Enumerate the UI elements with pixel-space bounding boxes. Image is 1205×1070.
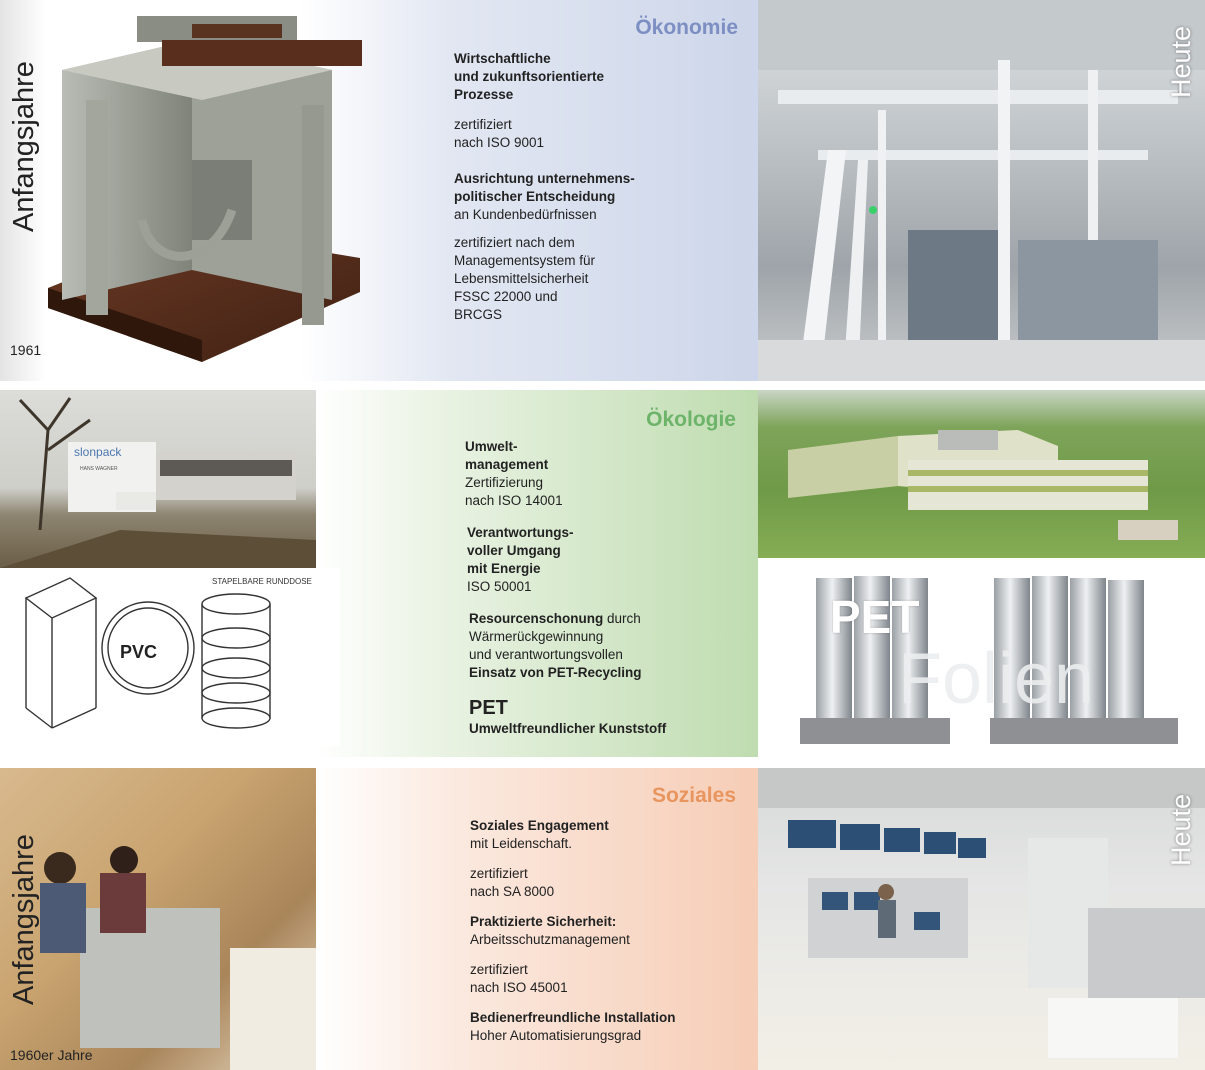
soziales-block-5-heading: Bedienerfreundliche Installation xyxy=(470,1010,676,1025)
oekologie-block-1-text: Zertifizierung nach ISO 14001 xyxy=(465,475,563,508)
oekologie-block-3-heading: Resourcenschonung xyxy=(469,611,604,626)
oekonomie-block-1-heading: Wirtschaftliche und zukunftsorientierte Prozesse xyxy=(454,51,605,102)
oekologie-block-2-text: ISO 50001 xyxy=(467,579,532,594)
modern-factory-photo xyxy=(758,0,1205,381)
oekonomie-block-4-text: zertifiziert nach dem Managementsystem für Lebensmittelsicherheit FSSC 22000 und BRCGS xyxy=(454,235,596,322)
soziales-block-4-text: zertifiziert nach ISO 45001 xyxy=(470,962,568,995)
early-building-photo xyxy=(0,390,316,568)
soziales-block-1-heading: Soziales Engagement xyxy=(470,818,609,833)
soziales-title: Soziales xyxy=(651,784,736,807)
oekologie-block-3-inline-text: durch xyxy=(603,611,641,626)
soziales-year: 1960er Jahre xyxy=(10,1047,93,1063)
soziales-block-1-text: mit Leidenschaft. xyxy=(470,836,573,851)
pvc-sketch-drawing xyxy=(0,568,340,746)
oekonomie-year: 1961 xyxy=(10,342,42,358)
oekonomie-text-block xyxy=(454,50,754,324)
oekonomie-title: Ökonomie xyxy=(635,16,738,39)
soziales-block-2-text: zertifiziert nach SA 8000 xyxy=(470,866,555,899)
modern-control-room-photo xyxy=(758,768,1205,1070)
early-building-sign-sub: HANS WAGNER xyxy=(80,466,118,472)
sketch-note: STAPELBARE RUNDDOSE xyxy=(212,577,312,586)
folien-word: Folien xyxy=(898,639,1095,719)
soziales-right-label: Heute xyxy=(1166,793,1196,866)
oekonomie-block-3-text: an Kundenbedürfnissen xyxy=(454,207,597,222)
vintage-machine-photo xyxy=(42,10,372,370)
oekonomie-block-2-text: zertifiziert nach ISO 9001 xyxy=(454,117,545,150)
oekologie-block-3-text: Wärmerückgewinnung und verantwortungsvollen xyxy=(469,629,623,662)
soziales-text-block xyxy=(470,817,770,1045)
aerial-plant-photo xyxy=(758,390,1205,558)
oekologie-pet-subheading: Umweltfreundlicher Kunststoff xyxy=(469,721,667,736)
soziales-block-5-text: Hoher Automatisierungsgrad xyxy=(470,1028,642,1043)
oekologie-pet-heading: PET xyxy=(469,697,508,719)
section-oekologie xyxy=(0,390,1205,757)
oekologie-text-block xyxy=(465,438,765,738)
oekologie-title: Ökologie xyxy=(646,408,736,431)
early-building-sign: slonpack xyxy=(74,445,122,459)
oekologie-block-1-heading: Umwelt- management xyxy=(465,439,549,472)
sketch-pvc-label: PVC xyxy=(120,642,158,662)
soziales-block-3-text: Arbeitsschutzmanagement xyxy=(470,932,630,947)
oekologie-block-3-tail: Einsatz von PET-Recycling xyxy=(469,665,642,680)
section-oekonomie xyxy=(0,0,1205,381)
pet-word: PET xyxy=(830,591,920,643)
soziales-block-3-heading: Praktizierte Sicherheit: xyxy=(470,914,617,929)
oekonomie-right-label: Heute xyxy=(1166,25,1196,98)
soziales-left-label: Anfangsjahre xyxy=(8,834,40,1005)
vintage-workers-photo xyxy=(0,768,316,1070)
oekonomie-left-label: Anfangsjahre xyxy=(8,61,40,232)
section-soziales xyxy=(0,768,1205,1070)
oekologie-block-2-heading: Verantwortungs- voller Umgang mit Energie xyxy=(467,525,574,576)
oekonomie-block-3-heading: Ausrichtung unternehmens- politischer Entscheidung xyxy=(454,171,635,204)
